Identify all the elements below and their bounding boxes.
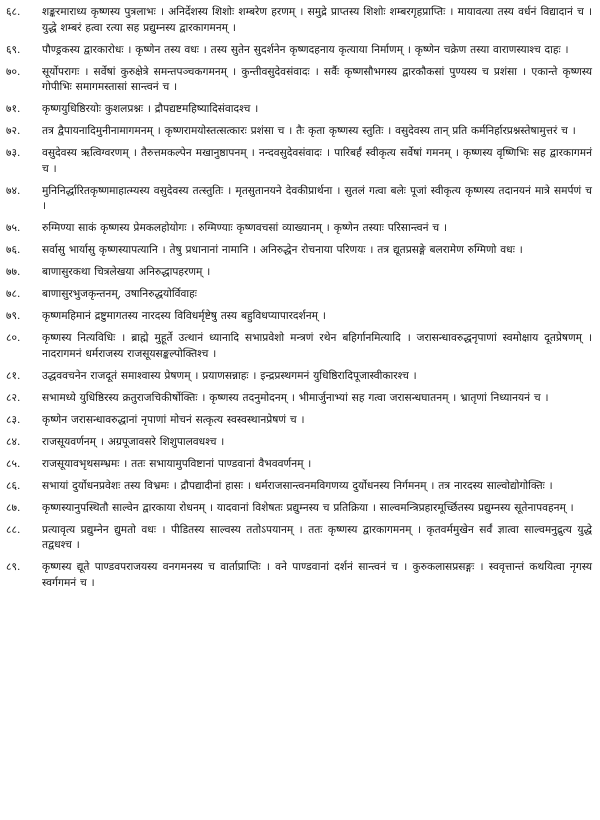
entry-row	[6, 287, 592, 303]
entry-row	[6, 265, 592, 281]
entry-number: ८२.	[6, 391, 21, 404]
entry-row	[6, 65, 592, 96]
entry-text: तत्र द्वैपायनादिमुनीनामागमनम् । कृष्णरामयोस्तत्सत्कारः प्रशंसा च । तैः कृता कृष्णस्य स्तुतिः । वसुदेवस्य तान् प्रति कर्मनिर्हारप्रश्नस्तेषामुत्तरं च ।	[42, 125, 576, 138]
entry-text: प्रत्यावृत्य प्रद्युम्नेन द्युमतो वधः । पीडितस्य साल्वस्य ततोऽपयानम् । ततः कृष्णस्य द्वारकागमनम् । कृतवर्ममुखेन सर्वं ज्ञात्वा साल्वमनुद्रुत्य युद्धे तद्वधश्च ।	[42, 523, 592, 552]
entry-row	[6, 43, 592, 59]
entry-text: मुनिनिर्द्धारितकृष्णमाहात्म्यस्य वसुदेवस्य तत्स्तुतिः । मृतसुतानयने देवकीप्रार्थना । सुतलं गत्वा बलेः पूजां स्वीकृत्य कृष्णस्य तदानयनं मात्रे समर्पणं च ।	[42, 184, 592, 213]
entry-row	[6, 221, 592, 237]
entry-row	[6, 184, 592, 215]
entry-text: वसुदेवस्य ऋत्विग्वरणम् । तैरुत्तमकल्पेन मखानुष्ठापनम् । नन्दवसुदेवसंवादः । पारिबर्हं स्वीकृत्य सर्वेषां गमनम् । कृष्णस्य वृष्णिभिः सह द्वारकागमनं च ।	[42, 147, 592, 175]
entry-text: सभायां दुर्योधनप्रवेशः तस्य विभ्रमः । द्रौपद्यादीनां हासः । धर्मराजसान्त्वनमविगणय्य दुर्योधनस्य निर्गमनम् । तत्र नारदस्य साल्वोद्योगोक्तिः ।	[42, 479, 553, 492]
entry-number: ७३.	[6, 147, 21, 160]
entry-row	[6, 479, 592, 495]
entry-text: राजसूयावभृथसम्भ्रमः । ततः सभायामुपविष्टानां पाण्डवानां वैभववर्णनम् ।	[42, 457, 312, 470]
entry-text: कृष्णमहिमानं द्रष्टुमागतस्य नारदस्य विविधर्मृष्टेषु तस्य बहुविधप्यापारदर्शनम् ।	[42, 310, 326, 323]
entry-number: ७४.	[6, 184, 21, 197]
entry-number: ६८.	[6, 6, 21, 18]
entry-number: ८५.	[6, 457, 21, 470]
entry-row	[6, 369, 592, 385]
entry-number: ८८.	[6, 523, 21, 536]
entry-row	[6, 501, 592, 517]
entry-row	[6, 124, 592, 140]
entry-text: सर्वासु भार्यासु कृष्णस्यापत्यानि । तेषु प्रधानानां नामानि । अनिरुद्धेन रोचनाया परिणयः । तत्र द्यूतप्रसङ्गे बलरामेण रुग्मिणो वधः ।	[42, 244, 523, 257]
entry-row	[6, 331, 592, 362]
entry-number: ६९.	[6, 43, 21, 56]
entry-number: ८६.	[6, 479, 21, 492]
entry-text: उद्धववचनेन राजदूतं समाश्वास्य प्रेषणम् । प्रयाणसन्नाहः । इन्द्रप्रस्थगमनं युधिष्ठिरादिपूजास्वीकारश्च ।	[42, 369, 417, 382]
entry-number: ८१.	[6, 369, 21, 382]
entry-row	[6, 413, 592, 429]
entry-text: पौण्ड्रकस्य द्वारकारोधः । कृष्णेन तस्य वधः । तस्य सुतेन सुदर्शनेन कृष्णदहनाय कृत्याया निर्माणम् । कृष्णेन चक्रेण तस्या वाराणस्याश्च दाहः ।	[42, 43, 569, 56]
entry-number: ७८.	[6, 288, 21, 301]
entry-number: ८४.	[6, 435, 21, 448]
entry-text: सूर्योपरागः । सर्वेषां कुरुक्षेत्रे समन्तपञ्चकगमनम् । कुन्तीवसुदेवसंवादः । सर्वैः कृष्णसौभगस्य द्वारकौकसां पुण्यस्य च प्रशंसा । एकान्ते कृष्णस्य गोपीभिः समागमस्तासां सान्त्वनं च ।	[42, 65, 592, 94]
entry-number: ७७.	[6, 266, 21, 279]
entry-number: ७२.	[6, 125, 21, 138]
entry-row	[6, 309, 592, 325]
entry-text: सभामध्ये युधिष्ठिरस्य क्रतुराजचिकीर्षोक्तिः । कृष्णस्य तदनुमोदनम् । भीमार्जुनाभ्यां सह गत्वा जरासन्धघातनम् । भ्रातृणां निध्यानयनं च ।	[42, 391, 549, 404]
entry-row	[6, 457, 592, 473]
entry-number: ८३.	[6, 413, 21, 426]
entry-row	[6, 146, 592, 177]
entry-list	[6, 5, 592, 591]
entry-text: बाणासुरभुजकृन्तनम्, उषानिरुद्धयोर्विवाहः	[42, 288, 197, 301]
entry-row	[6, 102, 592, 118]
entry-text: बाणासुरकथा चित्रलेखया अनिरुद्धापहरणम् ।	[42, 266, 211, 279]
entry-text: कृष्णस्य नित्यविधिः । ब्राह्मे मुहूर्ते उत्थानं ध्यानादि सभाप्रवेशो मन्त्रणं रथेन बहिर्गानमित्यादि । जरासन्धावरुद्धनृपाणां स्वमोक्षाय दूतप्रेषणम् । नादरागमनं धर्मराजस्य राजसूयसङ्कल्पोक्तिश्च ।	[42, 332, 592, 360]
entry-number: ७१.	[6, 103, 21, 116]
entry-number: ८०.	[6, 332, 21, 345]
entry-number: ७५.	[6, 222, 21, 235]
entry-text: राजसूयवर्णनम् । अग्रपूजावसरे शिशुपालवधश्च ।	[42, 435, 225, 448]
entry-text: रुग्मिण्या साकं कृष्णस्य प्रेमकलहोयोगः । रुग्मिण्याः कृष्णवचसां व्याख्यानम् । कृष्णेन तस्याः परिसान्त्वनं च ।	[42, 222, 448, 235]
entry-row	[6, 560, 592, 591]
entry-row	[6, 243, 592, 259]
entry-row	[6, 5, 592, 36]
entry-number: ८९.	[6, 561, 21, 574]
entry-row	[6, 391, 592, 407]
entry-text: कृष्णयुधिष्ठिरयोः कुशलप्रश्नः । द्रौपद्यष्टमहिष्यादिसंवादश्च ।	[42, 103, 259, 116]
entry-number: ७६.	[6, 244, 21, 257]
entry-row	[6, 435, 592, 451]
entry-text: कृष्णेन जरासन्धावरुद्धानां नृपाणां मोचनं सत्कृत्य स्वस्वस्थानप्रेषणं च ।	[42, 413, 305, 426]
entry-text: कृष्णस्य द्यूते पाण्डवपराजयस्य वनगमनस्य च वार्ताप्राप्तिः । वने पाण्डवानां दर्शनं सान्त्वनं च । कुरुकलासप्रसङ्गः । स्ववृत्तान्तं कथयित्वा नृगस्य स्वर्गगमनं च ।	[42, 561, 592, 589]
entry-text: शङ्करमाराध्य कृष्णस्य पुत्रलाभः । अनिर्देशस्य शिशोः शम्बरेण हरणम् । समुद्रे प्राप्तस्य शिशोः शम्बरगृहप्राप्तिः । मायावत्या तस्य वर्धनं विद्यादानं च । युद्धे शम्बरं हत्वा रत्या सह प्रद्युम्नस्य द्वारकागमनम् ।	[42, 6, 592, 34]
entry-number: ८७.	[6, 501, 21, 514]
entry-number: ७०.	[6, 65, 21, 78]
entry-row	[6, 523, 592, 554]
entry-number: ७९.	[6, 310, 21, 323]
entry-text: कृष्णस्यानुपस्थितौ साल्वेन द्वारकाया रोधनम् । यादवानां विशेषतः प्रद्युम्नस्य च प्रतिक्रिया । साल्वमन्त्रिप्रहारमूर्च्छितस्य प्रद्युम्नस्य सूतेनापवहनम् ।	[42, 501, 574, 514]
